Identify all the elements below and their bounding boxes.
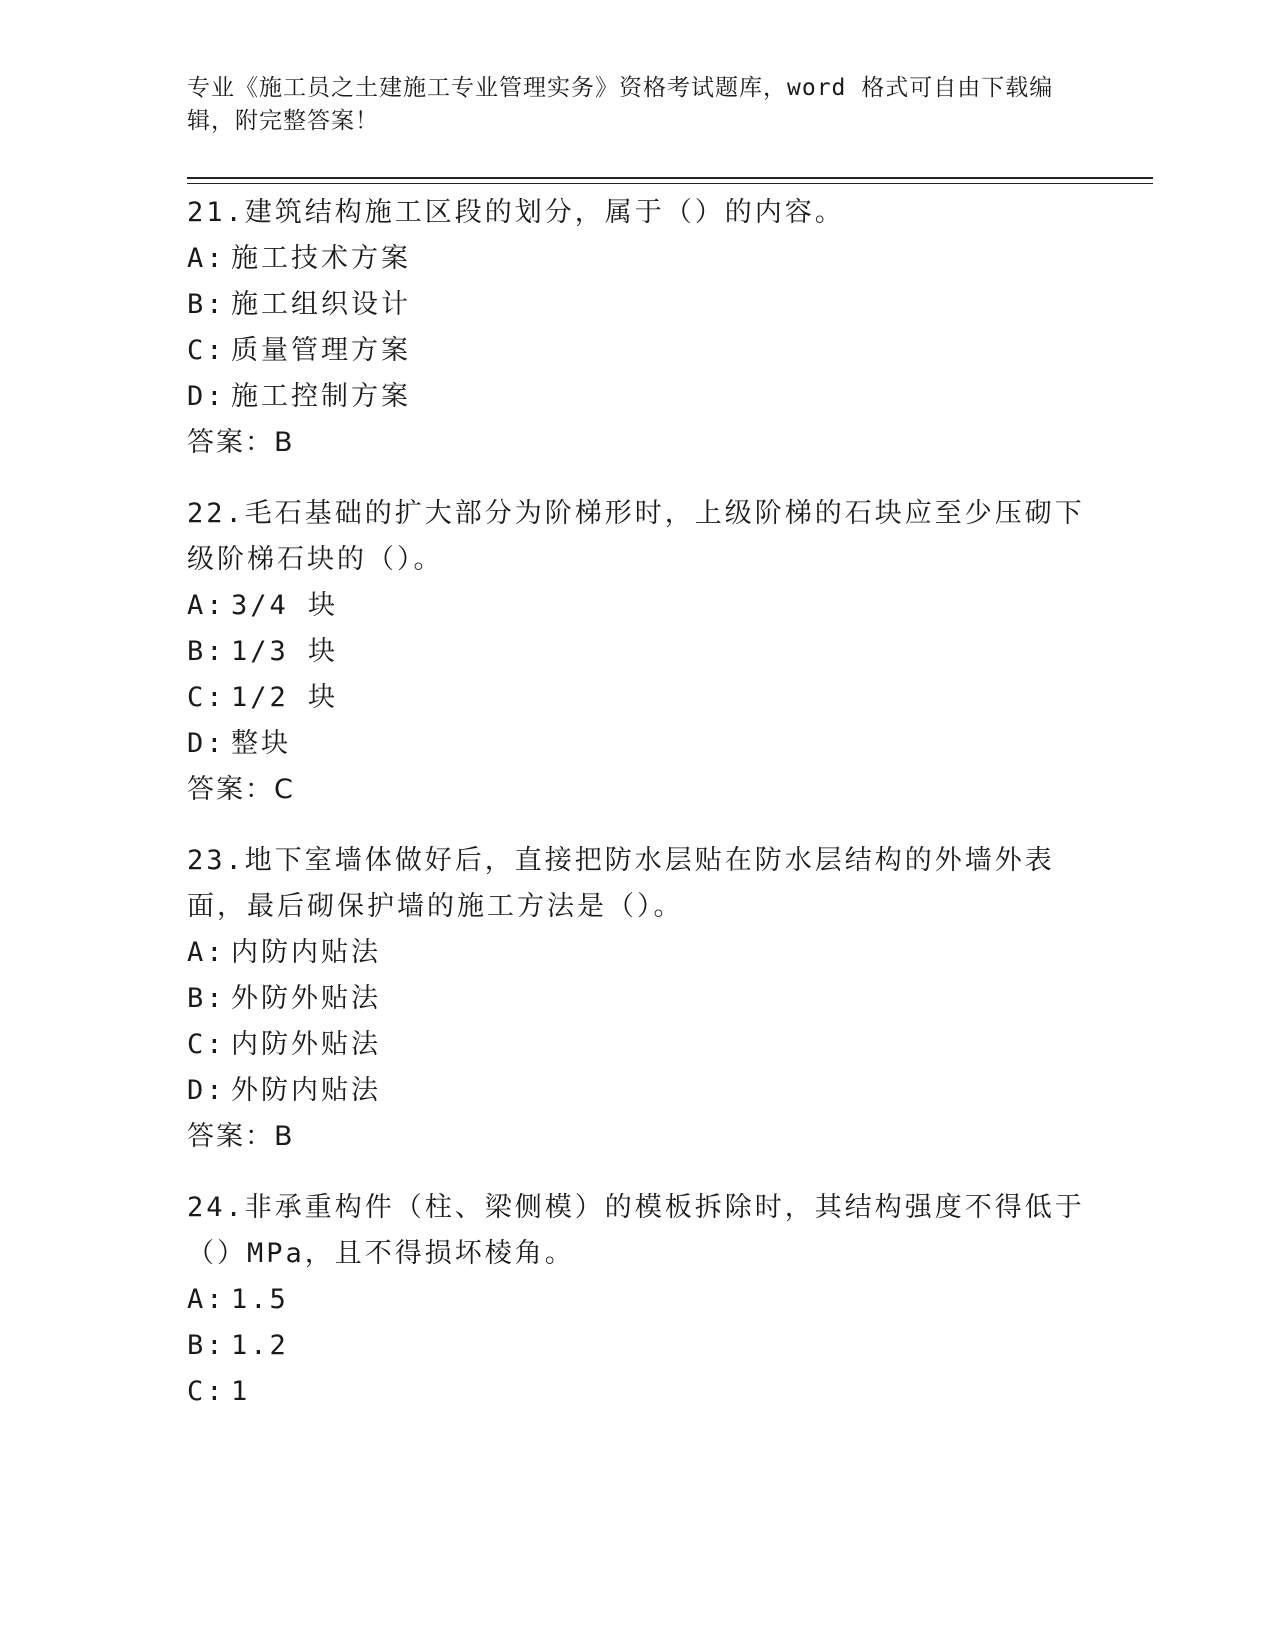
option-text: 1: [231, 1376, 251, 1407]
option-letter: A:: [187, 1284, 226, 1315]
answer-line: 答案：C: [187, 774, 295, 805]
option-c: [187, 1369, 1087, 1415]
option-letter: D:: [187, 728, 226, 759]
option-a: [187, 1277, 1087, 1323]
option-letter: A:: [187, 590, 226, 621]
option-b: [187, 976, 1087, 1022]
option-letter: C:: [187, 1029, 226, 1060]
option-b: [187, 282, 1087, 328]
question-stem: 22.毛石基础的扩大部分为阶梯形时，上级阶梯的石块应至少压砌下级阶梯石块的（）。: [187, 498, 1085, 575]
question-stem: 24.非承重构件（柱、梁侧模）的模板拆除时，其结构强度不得低于（）MPa，且不得损坏棱角。: [187, 1192, 1085, 1269]
question-stem: 21.建筑结构施工区段的划分，属于（）的内容。: [187, 197, 845, 228]
option-letter: A:: [187, 243, 226, 274]
option-letter: B:: [187, 289, 226, 320]
document-header: 专业《施工员之土建施工专业管理实务》资格考试题库，word 格式可自由下载编辑，附完整答案！: [187, 75, 1054, 134]
option-letter: B:: [187, 983, 226, 1014]
option-letter: D:: [187, 1075, 226, 1106]
header-rule-thick: [187, 177, 1153, 179]
question-list: [187, 190, 1087, 1440]
option-text: 质量管理方案: [231, 335, 411, 366]
option-d: [187, 1068, 1087, 1114]
option-text: 3/4 块: [231, 590, 339, 621]
option-d: [187, 721, 1087, 767]
option-a: [187, 583, 1087, 629]
option-text: 外防外贴法: [231, 983, 381, 1014]
option-b: [187, 1323, 1087, 1369]
option-text: 内防内贴法: [231, 937, 381, 968]
answer-line: 答案：B: [187, 427, 295, 458]
option-a: [187, 236, 1087, 282]
option-text: 外防内贴法: [231, 1075, 381, 1106]
option-letter: C:: [187, 682, 226, 713]
option-a: [187, 930, 1087, 976]
option-text: 施工组织设计: [231, 289, 411, 320]
option-text: 整块: [231, 728, 291, 759]
option-letter: C:: [187, 1376, 226, 1407]
option-d: [187, 374, 1087, 420]
question-23: [187, 838, 1087, 1160]
option-b: [187, 629, 1087, 675]
answer-line: 答案：B: [187, 1121, 295, 1152]
header-rule-thin: [187, 183, 1153, 184]
option-text: 施工技术方案: [231, 243, 411, 274]
question-24: [187, 1185, 1087, 1415]
question-21: [187, 190, 1087, 466]
option-text: 1.5: [231, 1284, 289, 1315]
option-letter: C:: [187, 335, 226, 366]
option-letter: B:: [187, 636, 226, 667]
option-c: [187, 328, 1087, 374]
option-text: 1.2: [231, 1330, 289, 1361]
option-text: 1/2 块: [231, 682, 339, 713]
question-stem: 23.地下室墙体做好后，直接把防水层贴在防水层结构的外墙外表面，最后砌保护墙的施工方法是（）。: [187, 845, 1055, 922]
option-c: [187, 675, 1087, 721]
option-letter: A:: [187, 937, 226, 968]
option-letter: B:: [187, 1330, 226, 1361]
option-c: [187, 1022, 1087, 1068]
option-letter: D:: [187, 381, 226, 412]
question-22: [187, 491, 1087, 813]
option-text: 内防外贴法: [231, 1029, 381, 1060]
option-text: 1/3 块: [231, 636, 339, 667]
option-text: 施工控制方案: [231, 381, 411, 412]
